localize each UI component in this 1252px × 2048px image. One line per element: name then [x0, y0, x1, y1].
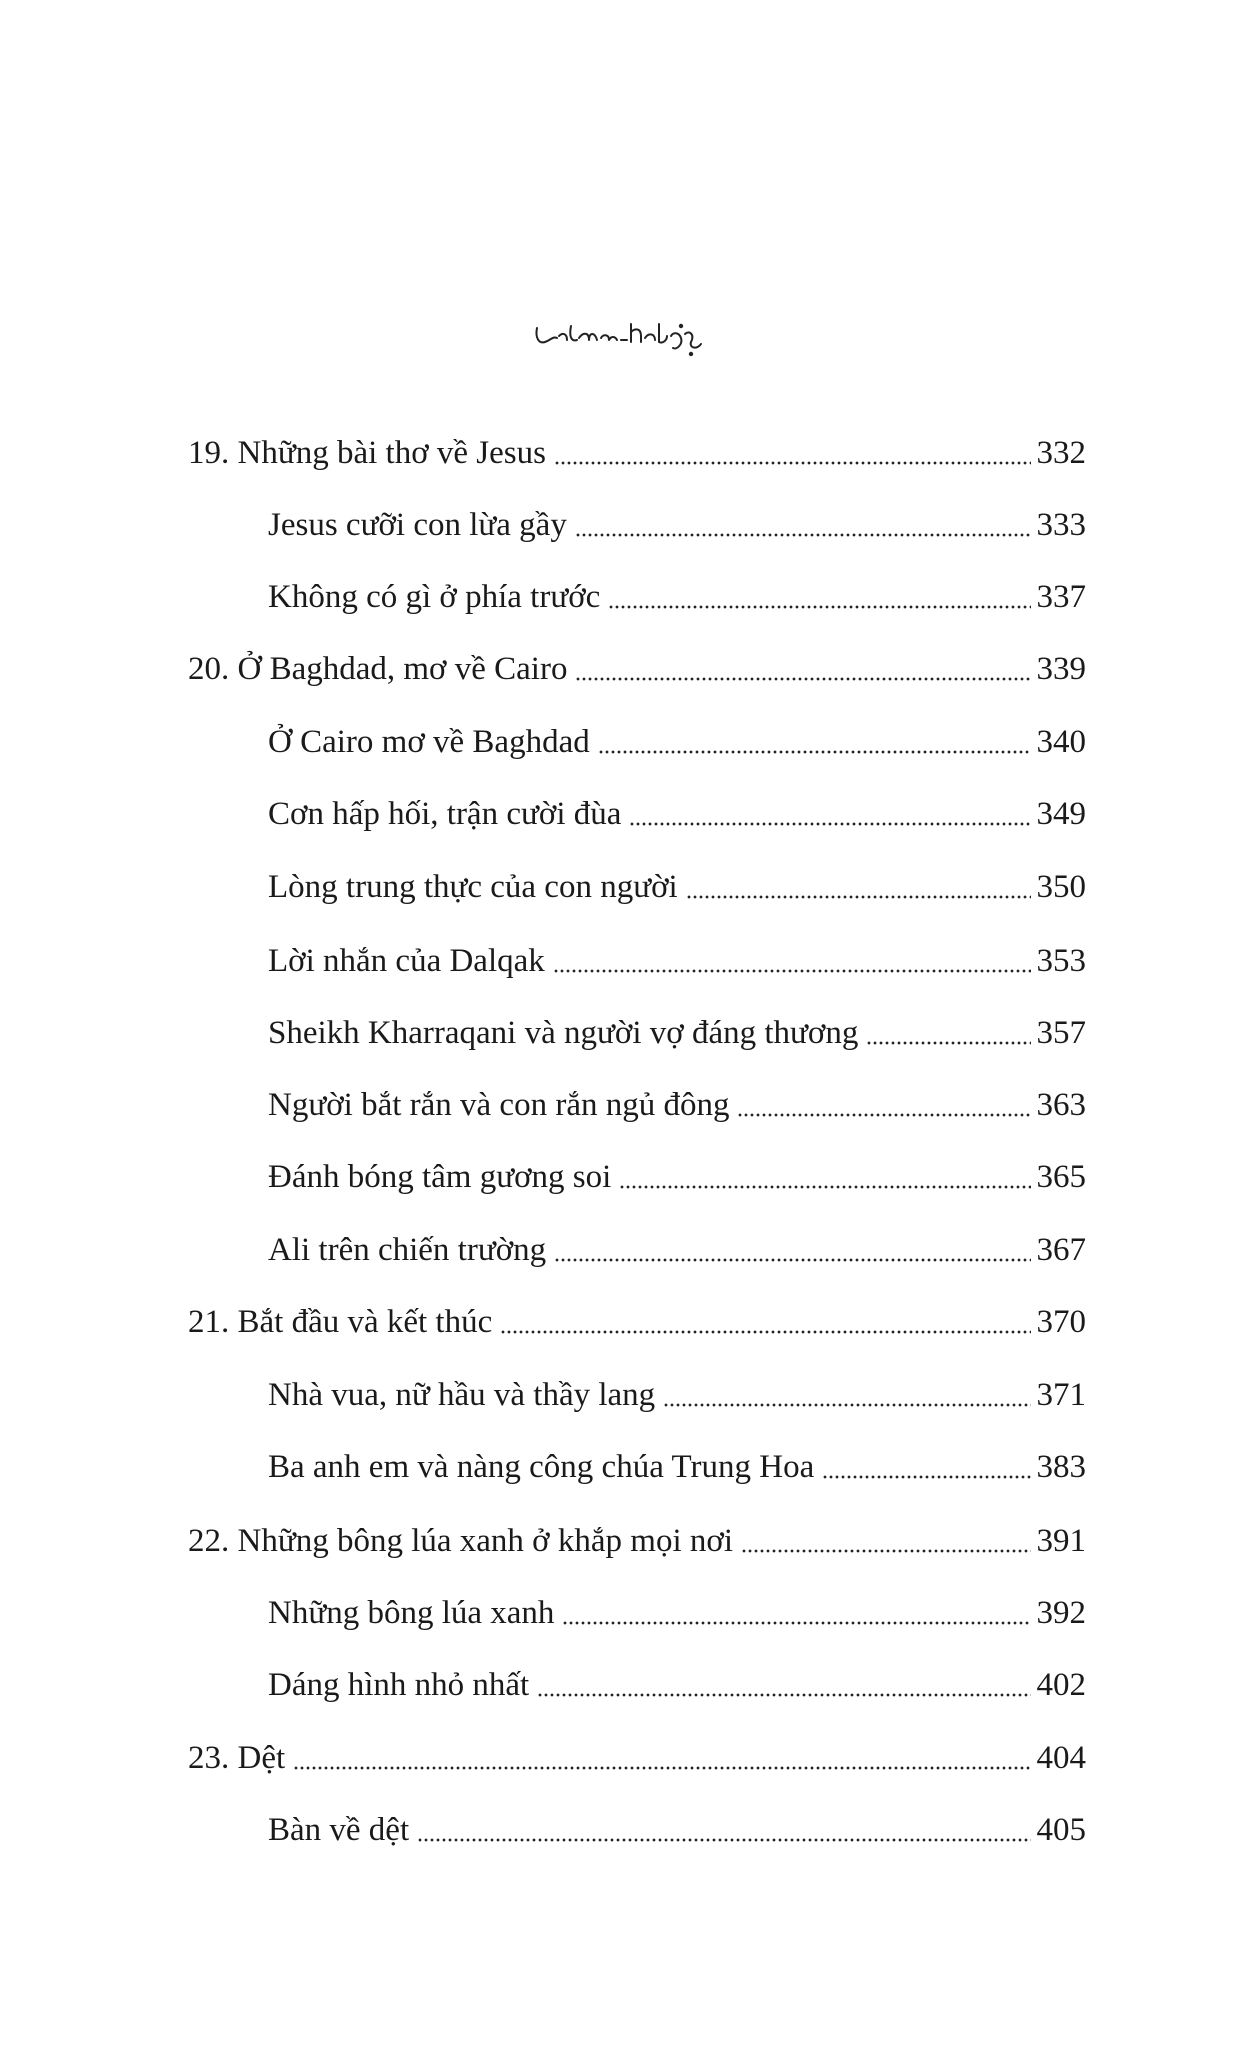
toc-entry-page: 349 — [1036, 796, 1086, 832]
dot-leader — [554, 460, 1031, 466]
toc-entry-page: 340 — [1036, 724, 1086, 760]
toc-entry-title: Lời nhắn của Dalqak — [268, 943, 545, 979]
toc-entry-title: Lòng trung thực của con người — [268, 869, 678, 905]
toc-entry-section[interactable] — [268, 499, 1086, 551]
dot-leader — [598, 749, 1031, 755]
toc-entry-page: 363 — [1036, 1087, 1086, 1123]
toc-entry-title: Những bông lúa xanh — [268, 1595, 555, 1631]
toc-entry-title: Người bắt rắn và con rắn ngủ đông — [268, 1087, 730, 1123]
dot-leader — [822, 1474, 1030, 1480]
toc-entry-section[interactable] — [268, 788, 1086, 840]
toc-entry-page: 392 — [1036, 1595, 1086, 1631]
dot-leader — [537, 1692, 1030, 1698]
toc-entry-page: 404 — [1036, 1740, 1086, 1776]
toc-entry-section[interactable] — [268, 1224, 1086, 1276]
dot-leader — [629, 821, 1030, 827]
toc-entry-title: Ở Cairo mơ về Baghdad — [268, 724, 590, 760]
dot-leader — [866, 1040, 1030, 1046]
dot-leader — [608, 604, 1030, 610]
toc-entry-page: 350 — [1036, 869, 1086, 905]
toc-entry-page: 370 — [1036, 1304, 1086, 1340]
dot-leader — [554, 1257, 1030, 1263]
toc-entry-section[interactable] — [268, 1804, 1086, 1856]
toc-entry-page: 365 — [1036, 1159, 1086, 1195]
toc-entry-section[interactable] — [268, 1007, 1086, 1059]
dot-leader — [562, 1620, 1030, 1626]
toc-entry-title: Dáng hình nhỏ nhất — [268, 1667, 530, 1703]
dot-leader — [500, 1329, 1030, 1335]
toc-entry-page: 383 — [1036, 1449, 1086, 1485]
toc-entry-title: Ali trên chiến trường — [268, 1232, 547, 1268]
toc-entry-section[interactable] — [268, 1369, 1086, 1421]
toc-entry-page: 367 — [1036, 1232, 1086, 1268]
dot-leader — [619, 1184, 1030, 1190]
toc-entry-title: 20. Ở Baghdad, mơ về Cairo — [188, 651, 568, 687]
toc-entry-section[interactable] — [268, 861, 1086, 913]
toc-entry-page: 405 — [1036, 1812, 1086, 1848]
toc-entry-page: 339 — [1036, 651, 1086, 687]
toc-entry-page: 332 — [1036, 435, 1086, 471]
toc-entry-page: 333 — [1036, 507, 1086, 543]
toc-entry-title: Cơn hấp hối, trận cười đùa — [268, 796, 622, 832]
toc-entry-chapter-21[interactable] — [188, 1296, 1086, 1348]
dot-leader — [553, 968, 1031, 974]
dot-leader — [741, 1548, 1031, 1554]
toc-entry-section[interactable] — [268, 1079, 1086, 1131]
dot-leader — [737, 1112, 1030, 1118]
toc-entry-title: Jesus cưỡi con lừa gầy — [268, 507, 567, 543]
toc-entry-page: 337 — [1036, 579, 1086, 615]
toc-entry-page: 353 — [1036, 943, 1086, 979]
toc-entry-title: Nhà vua, nữ hầu và thầy lang — [268, 1377, 656, 1413]
toc-entry-title: Đánh bóng tâm gương soi — [268, 1159, 612, 1195]
toc-entry-title: Không có gì ở phía trước — [268, 579, 601, 615]
toc-entry-chapter-20[interactable] — [188, 643, 1086, 695]
toc-entry-title: 22. Những bông lúa xanh ở khắp mọi nơi — [188, 1523, 733, 1559]
toc-entry-chapter-22[interactable] — [188, 1515, 1086, 1567]
toc-entry-section[interactable] — [268, 1151, 1086, 1203]
toc-entry-section[interactable] — [268, 1587, 1086, 1639]
toc-entry-section[interactable] — [268, 571, 1086, 623]
toc-entry-page: 357 — [1036, 1015, 1086, 1051]
toc-entry-chapter-19[interactable] — [188, 427, 1086, 479]
toc-entry-title: 21. Bắt đầu và kết thúc — [188, 1304, 493, 1340]
toc-entry-title: Bàn về dệt — [268, 1812, 410, 1848]
toc-entry-page: 391 — [1036, 1523, 1086, 1559]
dot-leader — [417, 1837, 1030, 1843]
toc-entry-section[interactable] — [268, 1441, 1086, 1493]
toc-entry-chapter-23[interactable] — [188, 1732, 1086, 1784]
toc-entry-section[interactable] — [268, 935, 1086, 987]
toc-entry-page: 402 — [1036, 1667, 1086, 1703]
dot-leader — [575, 532, 1031, 538]
dot-leader — [663, 1402, 1030, 1408]
toc-entry-title: 19. Những bài thơ về Jesus — [188, 435, 546, 471]
toc-entry-title: Ba anh em và nàng công chúa Trung Hoa — [268, 1449, 815, 1485]
toc-entry-title: 23. Dệt — [188, 1740, 286, 1776]
dot-leader — [293, 1765, 1030, 1771]
toc-entry-page: 371 — [1036, 1377, 1086, 1413]
dot-leader — [686, 894, 1031, 900]
dot-leader — [575, 676, 1030, 682]
toc-entry-section[interactable] — [268, 716, 1086, 768]
toc-entry-section[interactable] — [268, 1659, 1086, 1711]
toc-entry-title: Sheikh Kharraqani và người vợ đáng thương — [268, 1015, 859, 1051]
